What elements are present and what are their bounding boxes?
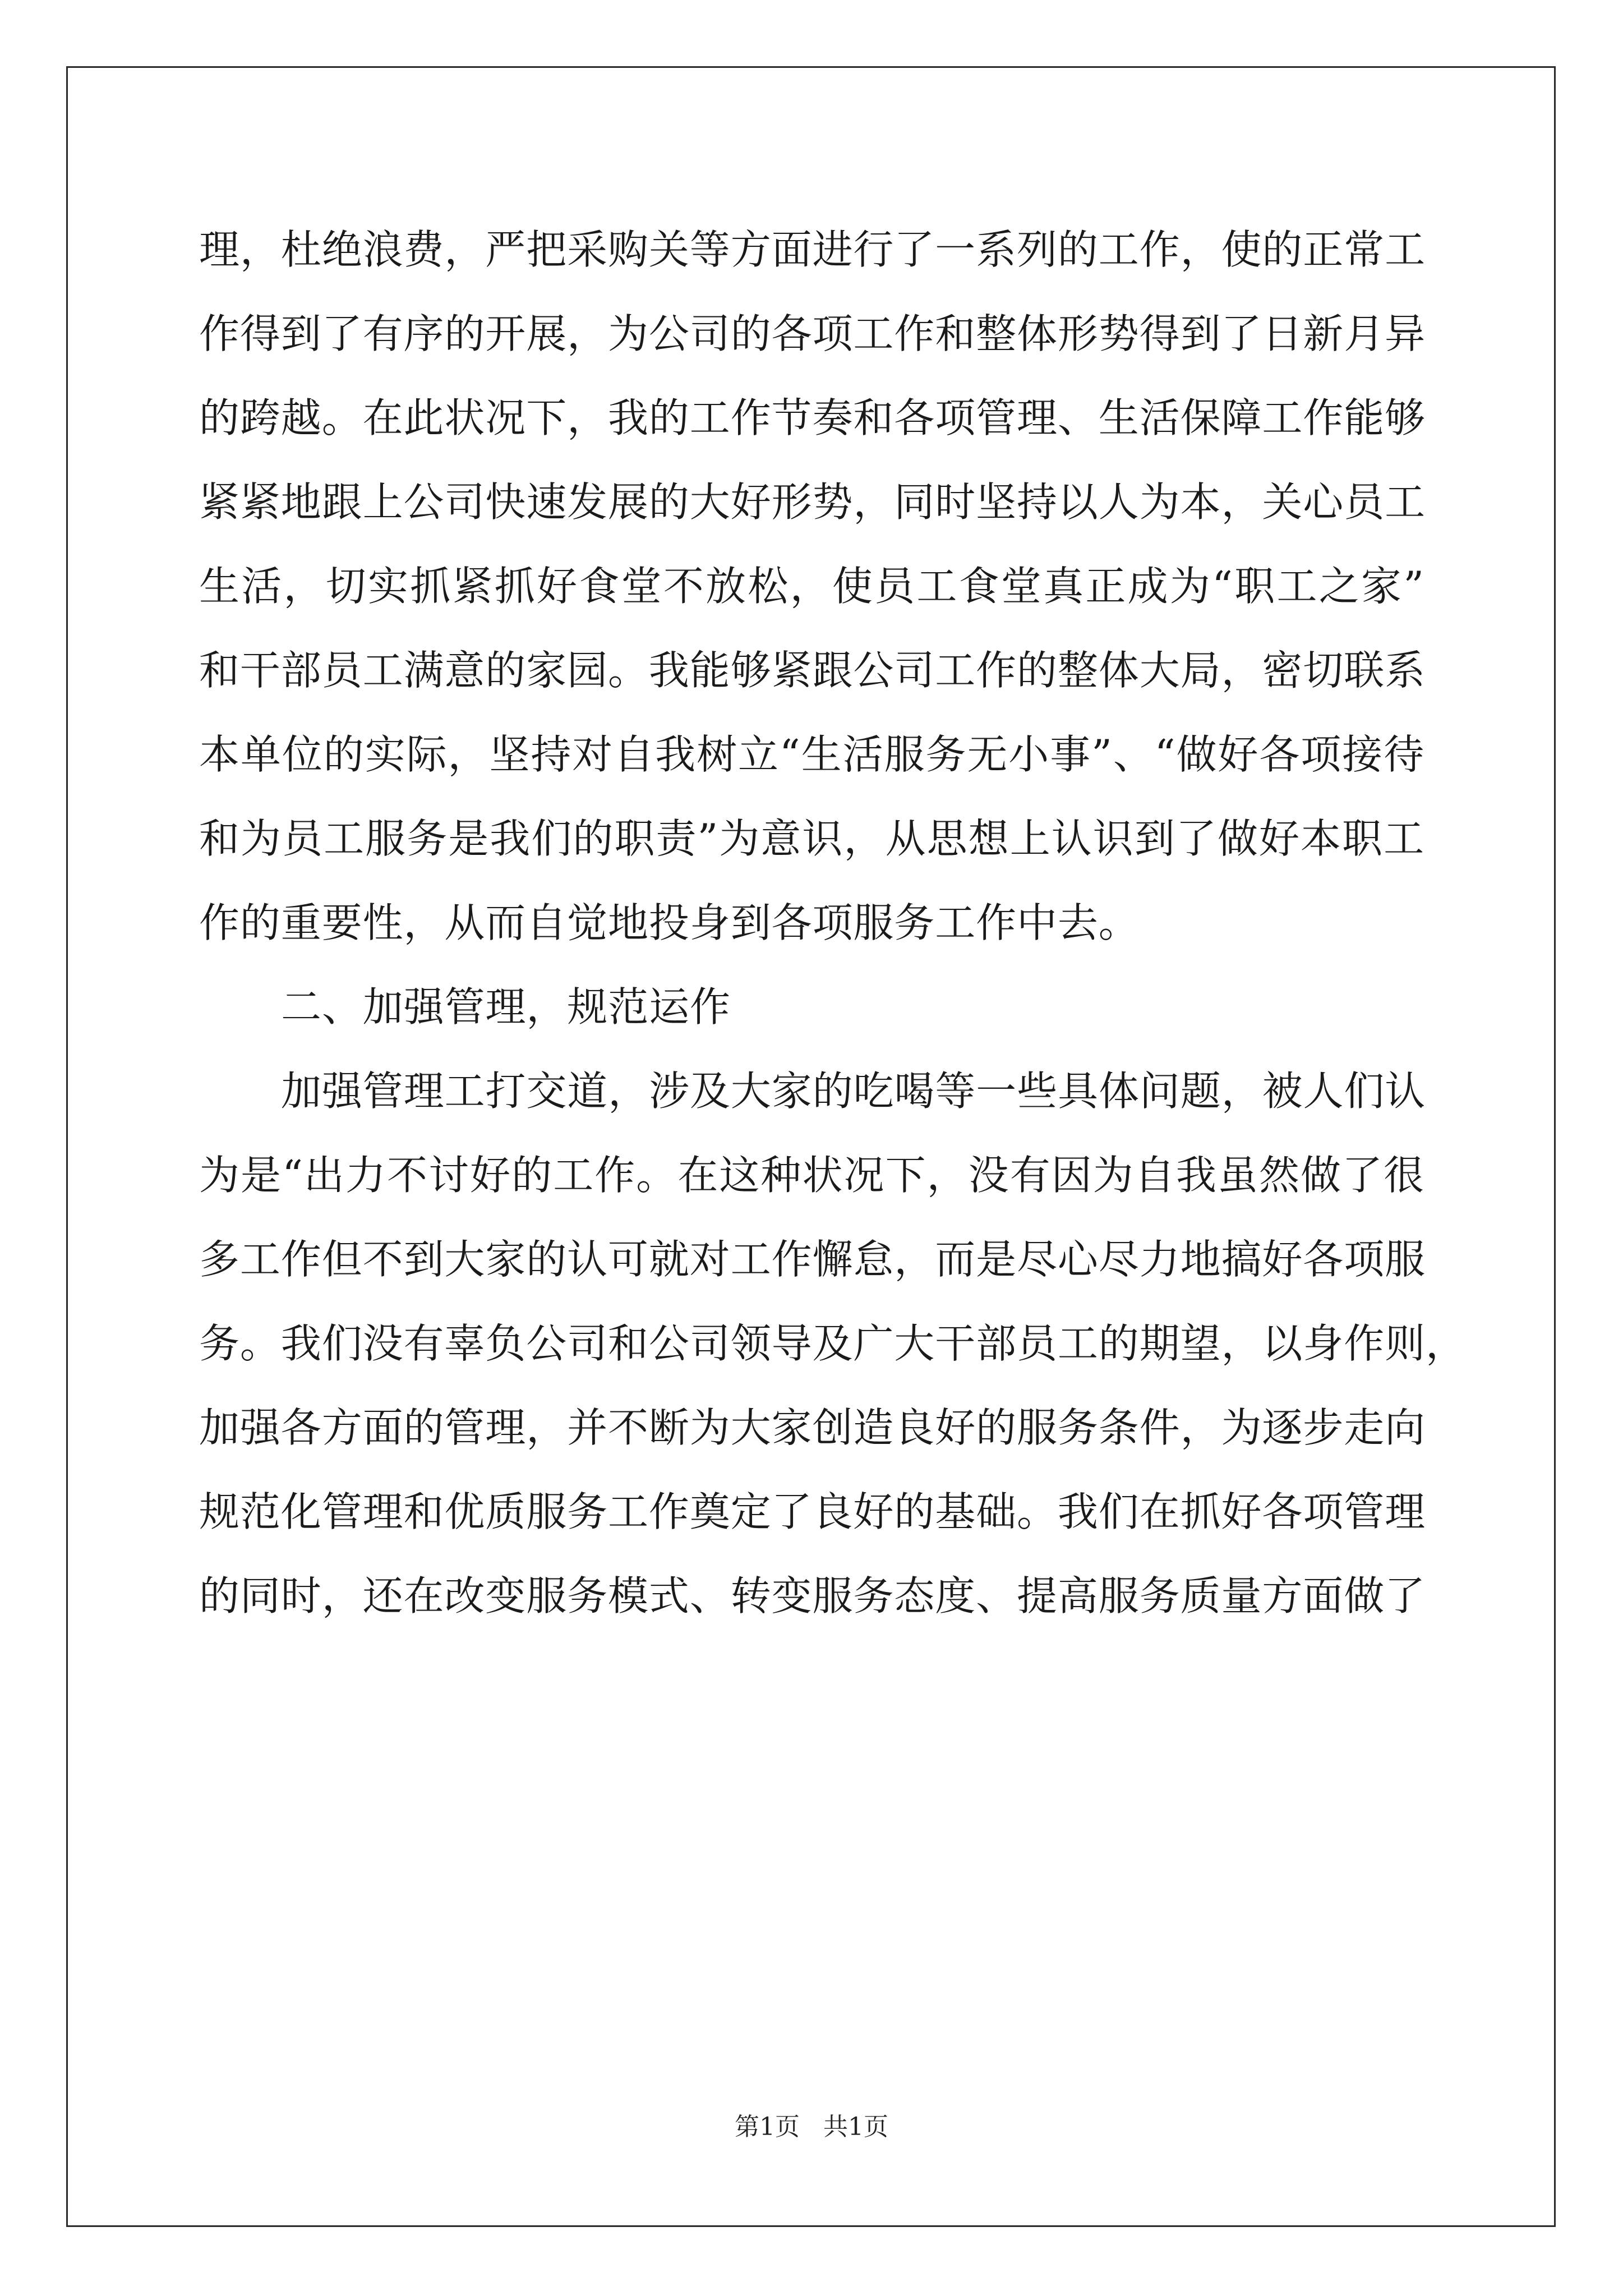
text-line: 为是“出力不讨好的工作。在这种状况下，没有因为自我虽然做了很 (199, 1152, 1424, 1199)
text-line: 加强管理工打交道，涉及大家的吃喝等一些具体问题，被人们认 (281, 1068, 1426, 1115)
page-number-footer: 第1页 共1页 (735, 2113, 888, 2141)
text-line: 本单位的实际，坚持对自我树立“生活服务无小事”、“做好各项接待 (199, 731, 1424, 778)
text-line: 的跨越。在此状况下，我的工作节奏和各项管理、生活保障工作能够 (199, 394, 1426, 441)
text-line: 紧紧地跟上公司快速发展的大好形势，同时坚持以人为本，关心员工 (199, 478, 1426, 526)
text-line: 作得到了有序的开展，为公司的各项工作和整体形势得到了日新月异 (199, 310, 1426, 357)
text-line: 加强各方面的管理，并不断为大家创造良好的服务条件，为逐步走向 (199, 1404, 1426, 1451)
text-line: 和为员工服务是我们的职责”为意识，从思想上认识到了做好本职工 (199, 815, 1424, 862)
text-line: 的同时，还在改变服务模式、转变服务态度、提高服务质量方面做了 (199, 1572, 1426, 1619)
text-line: 理，杜绝浪费，严把采购关等方面进行了一系列的工作，使的正常工 (199, 226, 1426, 273)
text-line: 规范化管理和优质服务工作奠定了良好的基础。我们在抓好各项管理 (199, 1488, 1426, 1535)
text-line: 生活，切实抓紧抓好食堂不放松，使员工食堂真正成为“职工之家” (199, 563, 1424, 610)
text-line: 多工作但不到大家的认可就对工作懈怠，而是尽心尽力地搞好各项服 (199, 1236, 1426, 1283)
text-line: 务。我们没有辜负公司和公司领导及广大干部员工的期望，以身作则， (199, 1320, 1467, 1367)
section-heading: 二、加强管理，规范运作 (281, 983, 731, 1030)
text-line: 和干部员工满意的家园。我能够紧跟公司工作的整体大局，密切联系 (199, 647, 1426, 694)
text-line: 作的重要性，从而自觉地投身到各项服务工作中去。 (199, 899, 1140, 946)
